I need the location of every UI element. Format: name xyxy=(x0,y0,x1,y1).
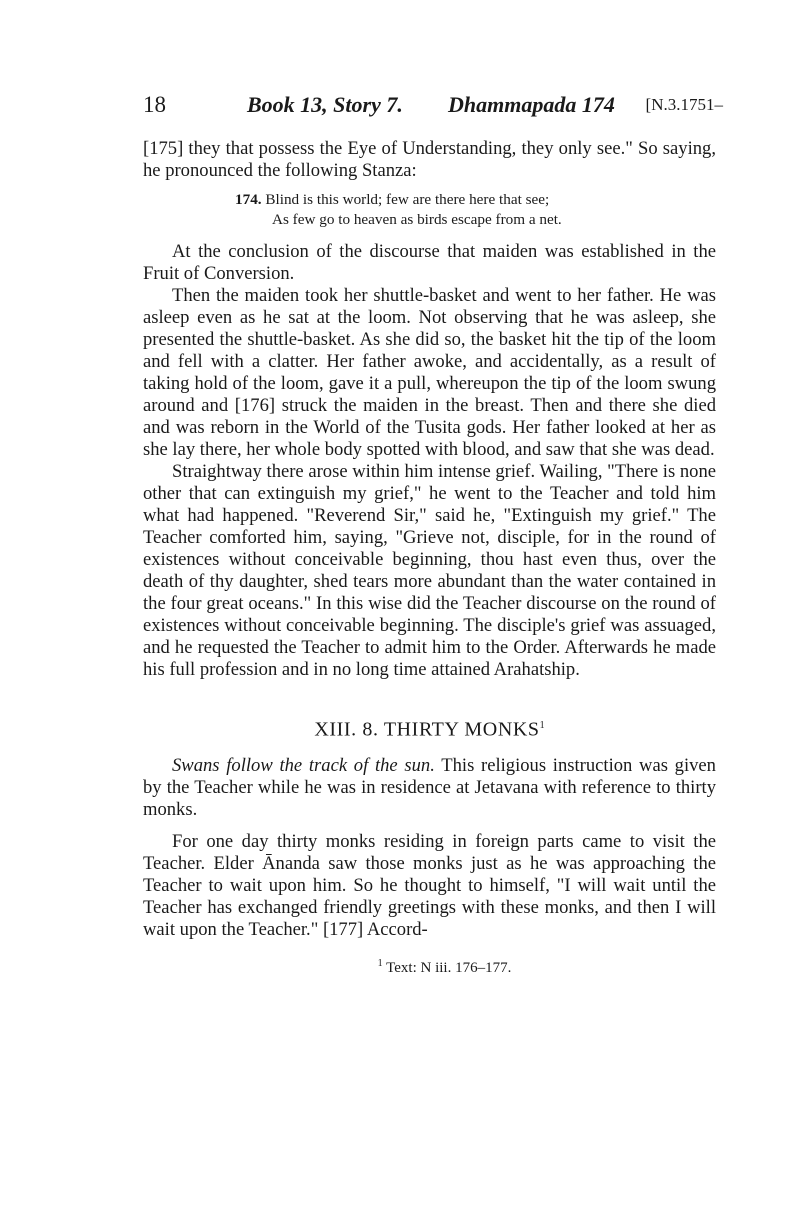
section-heading-text: XIII. 8. THIRTY MONKS xyxy=(314,718,540,741)
footnote-mark: 1 xyxy=(377,957,383,969)
stanza-number: 174. xyxy=(235,191,262,208)
dhammapada-verse-title: Dhammapada 174 xyxy=(448,92,615,117)
text-reference: [N.3.1751– xyxy=(645,95,723,114)
paragraph-4: Straightway there arose within him intense grief. Wailing, "There is none other that can extinguish my grief," he went to the Teacher and told him what had happened. "Reverend Sir," said he, "Extinguish my grief." The Teacher comforted him, saying, "Grieve not, disciple, for in the round of existences without conceivable beginning, thou hast even thus, over the death of thy daughter, shed tears more abundant than the water contained in the four great oceans." In this wise did the Teacher discourse on the round of existences without conceivable beginning. The disciple's grief was assuaged, and he requested the Teacher to admit him to the Order. Afterwards he made his full profession and in no long time attained Arahatship. xyxy=(143,461,716,680)
paragraph-1: [175] they that possess the Eye of Understanding, they only see." So saying, he pronounced the following Stanza: xyxy=(143,138,716,181)
paragraph-6: For one day thirty monks residing in foreign parts came to visit the Teacher. Elder Ānanda saw those monks just as he was approaching the Teacher to wait upon him. So he thought to himself, "I will wait until the Teacher has exchanged friendly greetings with these monks, and then I will wait upon the Teacher." [177] Accord- xyxy=(143,830,716,940)
page-body xyxy=(143,138,716,979)
verse-incipit: Swans follow the track of the sun. xyxy=(172,754,435,776)
section-heading xyxy=(143,715,716,741)
stanza-174 xyxy=(235,190,716,229)
footnote-text: Text: N iii. 176–177. xyxy=(382,959,512,976)
stanza-line-2: As few go to heaven as birds escape from a net. xyxy=(272,210,562,228)
paragraph-3: Then the maiden took her shuttle-basket and went to her father. He was asleep even as he sat at the loom. Not observing that he was asleep, she presented the shuttle-basket. As she did so, the basket hit the tip of the loom and fell with a clatter. Her father awoke, and accidentally, as a result of taking hold of the loom, gave it a pull, whereupon the tip of the loom swung around and [176] struck the maiden in the breast. Then and there she died and was reborn in the World of the Tusita gods. Her father looked at her as she lay there, her whole body spotted with blood, and saw that she was dead. xyxy=(143,285,716,460)
stanza-line-1-text: Blind is this world; few are there here that see; xyxy=(261,191,550,208)
book-story-title: Book 13, Story 7. xyxy=(247,92,403,117)
paragraph-5-text: This religious instruction was given by the Teacher while he was in residence at Jetavana with reference to thirty monks. xyxy=(143,754,716,820)
stanza-line-1 xyxy=(235,190,716,210)
running-header xyxy=(143,92,723,126)
page-number: 18 xyxy=(143,92,166,117)
paragraph-2: At the conclusion of the discourse that maiden was established in the Fruit of Conversion. xyxy=(143,241,716,284)
footnote-reference: 1 xyxy=(539,720,545,731)
footnote xyxy=(143,953,716,979)
paragraph-5 xyxy=(143,755,716,821)
